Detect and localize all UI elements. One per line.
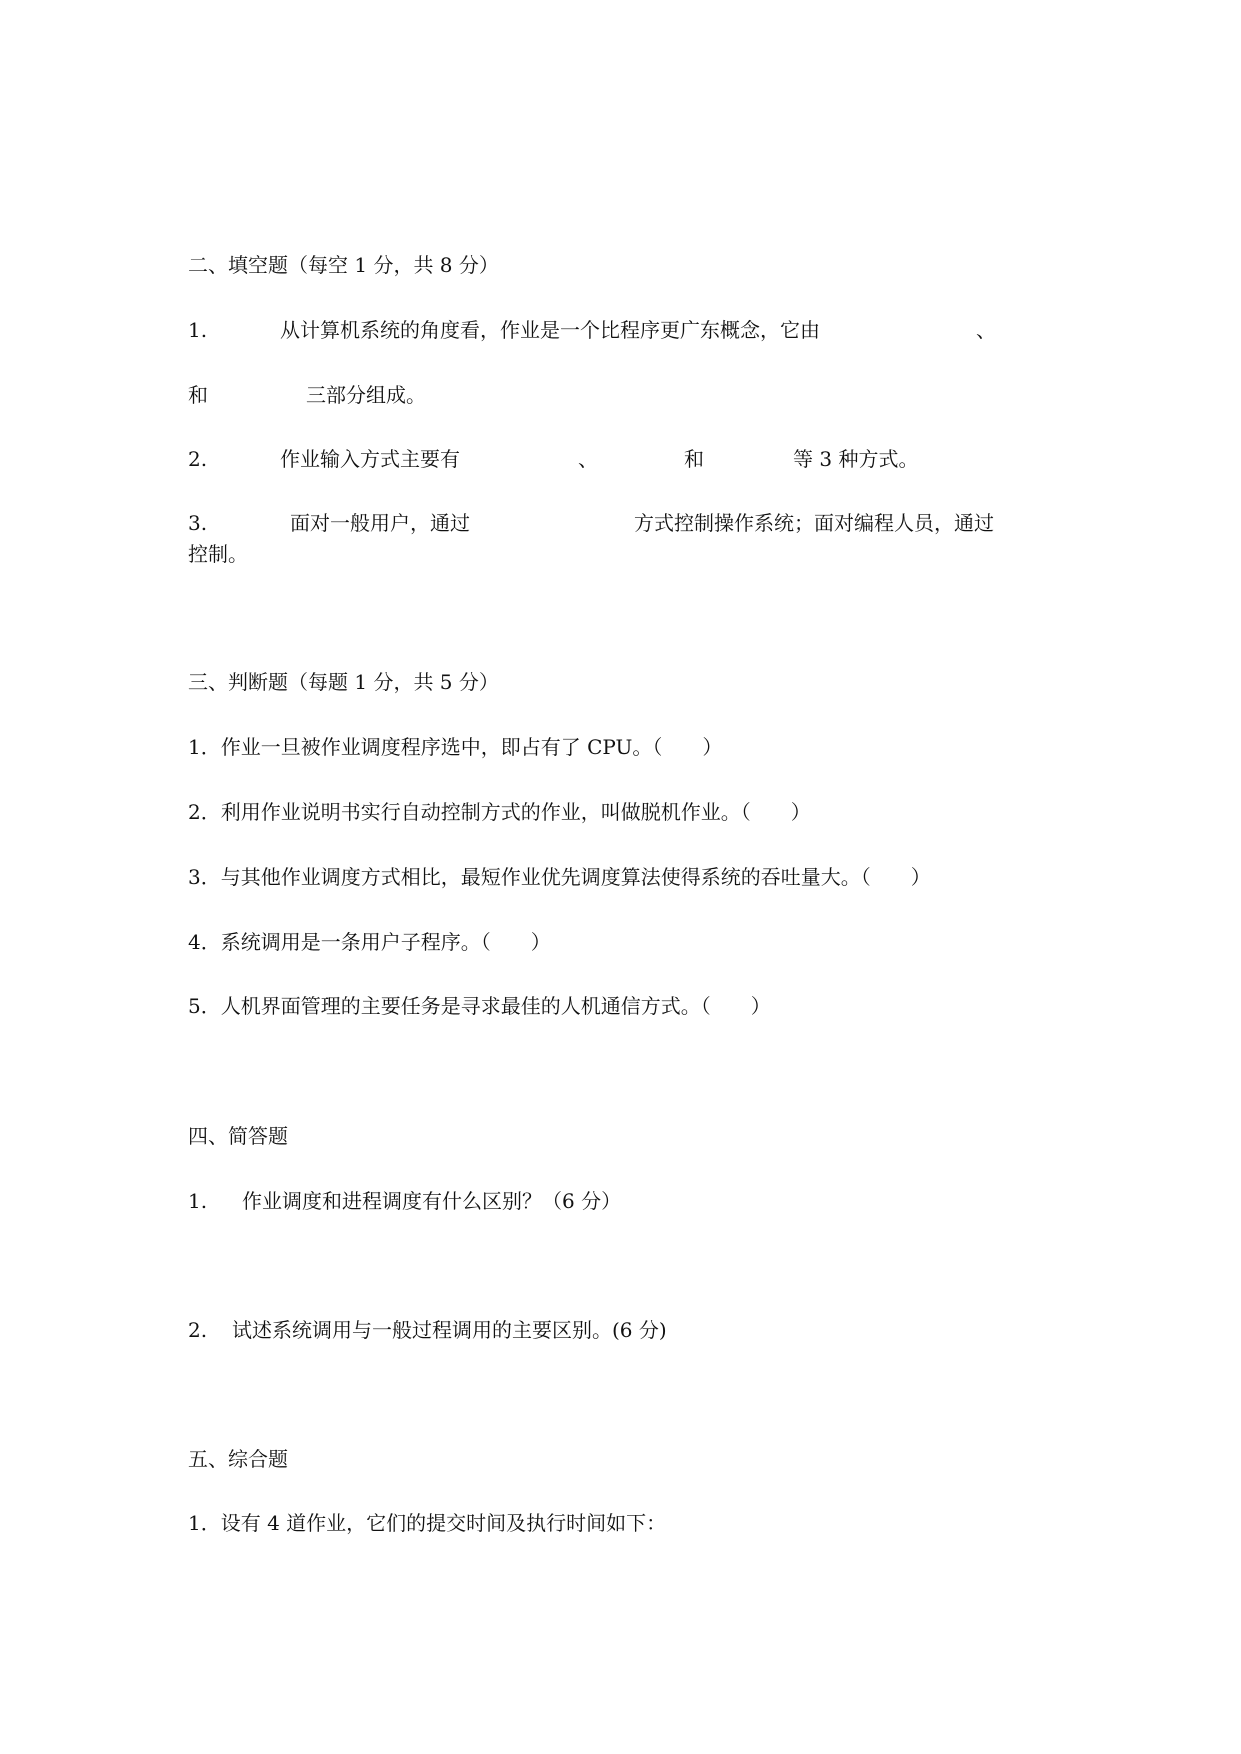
short-answer-q1-number: 1. [188, 1189, 208, 1213]
fill-blank-q1-number: 1. [188, 318, 208, 342]
section-title-fill-blank: 二、填空题（每空 1 分，共 8 分） [188, 253, 499, 277]
true-false-item-4: 4．系统调用是一条用户子程序。（ ） [188, 930, 551, 954]
short-answer-q2-number: 2. [188, 1318, 208, 1342]
short-answer-q1-text: 作业调度和进程调度有什么区别？（6 分） [242, 1189, 622, 1213]
true-false-item-5: 5．人机界面管理的主要任务是寻求最佳的人机通信方式。（ ） [188, 994, 771, 1018]
fill-blank-q1-line2-start: 和 [188, 383, 208, 407]
section-title-short-answer: 四、简答题 [188, 1124, 288, 1148]
fill-blank-q2-separator: 、 [578, 447, 598, 471]
true-false-item-3: 3．与其他作业调度方式相比，最短作业优先调度算法使得系统的吞吐量大。（ ） [188, 865, 931, 889]
fill-blank-q3-text-start: 面对一般用户，通过 [290, 511, 470, 535]
section-title-comprehensive: 五、综合题 [188, 1447, 288, 1471]
fill-blank-q3-number: 3. [188, 511, 208, 535]
true-false-item-2: 2．利用作业说明书实行自动控制方式的作业，叫做脱机作业。（ ） [188, 800, 811, 824]
section-title-true-false: 三、判断题（每题 1 分，共 5 分） [188, 670, 499, 694]
true-false-item-1: 1．作业一旦被作业调度程序选中，即占有了 CPU。（ ） [188, 735, 723, 759]
fill-blank-q3-line2: 控制。 [188, 542, 248, 566]
fill-blank-q2-text-start: 作业输入方式主要有 [280, 447, 460, 471]
fill-blank-q2-and: 和 [684, 447, 704, 471]
fill-blank-q1-line2-end: 三部分组成。 [306, 383, 426, 407]
fill-blank-q3-text-mid: 方式控制操作系统；面对编程人员，通过 [634, 511, 994, 535]
fill-blank-q1-text: 从计算机系统的角度看，作业是一个比程序更广东概念，它由 [280, 318, 820, 342]
fill-blank-q1-separator: 、 [976, 318, 996, 342]
short-answer-q2-text: 试述系统调用与一般过程调用的主要区别。(6 分) [232, 1318, 667, 1342]
fill-blank-q2-text-end: 等 3 种方式。 [793, 447, 919, 471]
comprehensive-q1-text: 1．设有 4 道作业，它们的提交时间及执行时间如下： [188, 1511, 667, 1535]
fill-blank-q2-number: 2. [188, 447, 208, 471]
